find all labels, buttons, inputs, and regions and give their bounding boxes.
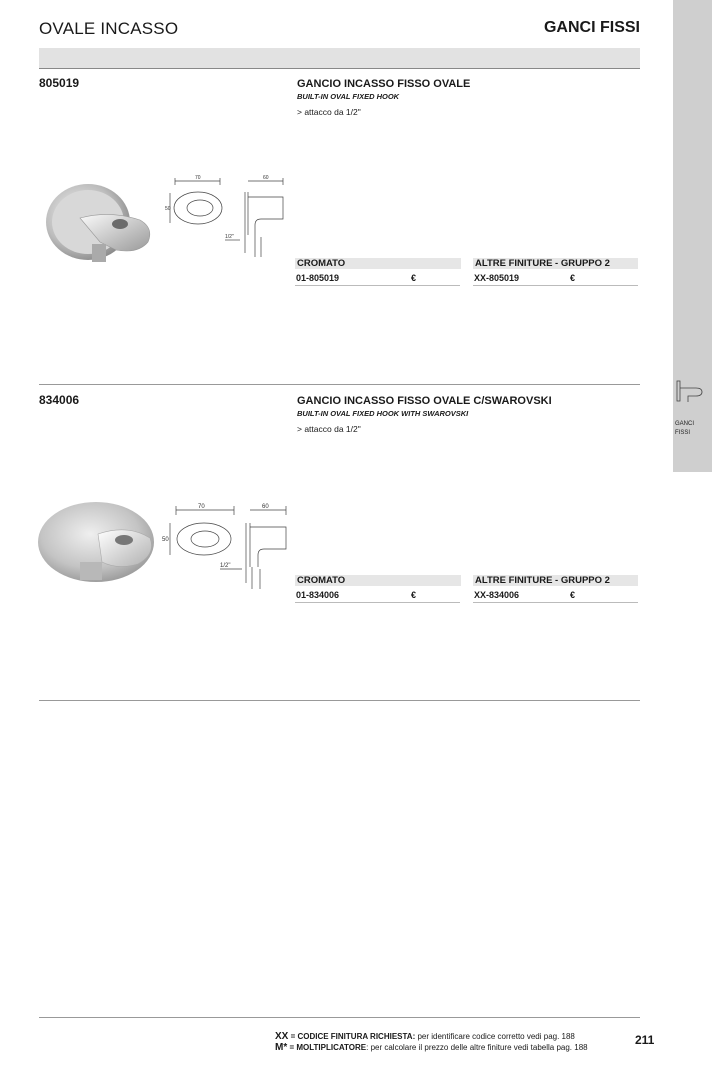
finish-primary-header: CROMATO xyxy=(295,575,461,586)
dim-depth: 60 xyxy=(263,175,269,181)
product-title: GANCIO INCASSO FISSO OVALE xyxy=(297,78,471,90)
product-photo xyxy=(38,496,156,588)
price-currency: € xyxy=(570,590,576,600)
product-subtitle: BUILT-IN OVAL FIXED HOOK WITH SWAROVSKI xyxy=(297,409,469,418)
product-code: 834006 xyxy=(39,393,80,407)
page-title: OVALE INCASSO xyxy=(39,19,179,38)
product-photo xyxy=(40,180,158,270)
finish-other-row xyxy=(473,588,638,603)
product-spec: > attacco da 1/2" xyxy=(297,107,361,117)
dim-depth: 60 xyxy=(262,504,269,510)
finish-code: 01-834006 xyxy=(296,590,340,600)
price-currency: € xyxy=(411,590,417,600)
dim-width: 70 xyxy=(195,175,201,181)
finish-primary-header: CROMATO xyxy=(295,258,461,269)
side-tab-label: GANCI FISSI xyxy=(675,421,695,436)
header-band xyxy=(39,48,640,69)
section-title: GANCI FISSI xyxy=(543,19,640,36)
product-title: GANCIO INCASSO FISSO OVALE C/SWAROVSKI xyxy=(297,395,552,407)
dim-height: 50 xyxy=(165,206,171,212)
product-spec: > attacco da 1/2" xyxy=(297,424,361,434)
footer-note-xx: XX = CODICE FINITURA RICHIESTA: per identificare codice corretto vedi pag. 188 xyxy=(275,1031,575,1042)
hook-thumbnail-icon xyxy=(676,380,706,404)
section-divider xyxy=(39,384,640,385)
finish-other-header: ALTRE FINITURE - GRUPPO 2 xyxy=(473,575,638,586)
finish-other-header: ALTRE FINITURE - GRUPPO 2 xyxy=(473,258,638,269)
dim-height: 50 xyxy=(162,537,169,543)
finish-primary-row xyxy=(295,271,460,286)
finish-code: XX-805019 xyxy=(474,273,520,283)
finish-code: 01-805019 xyxy=(296,273,340,283)
product-subtitle: BUILT-IN OVAL FIXED HOOK xyxy=(297,92,400,101)
dim-width: 70 xyxy=(198,504,205,510)
footer-note-m: M* = MOLTIPLICATORE: per calcolare il prezzo delle altre finiture vedi tabella pag. 188 xyxy=(275,1042,588,1053)
product-code: 805019 xyxy=(39,76,80,90)
section-divider xyxy=(39,700,640,701)
finish-primary-row xyxy=(295,588,460,603)
price-currency: € xyxy=(570,273,576,283)
finish-other-row xyxy=(473,271,638,286)
technical-drawing xyxy=(162,503,294,591)
technical-drawing xyxy=(165,175,290,260)
dim-thread: 1/2" xyxy=(225,234,234,240)
footer-divider xyxy=(39,1017,640,1018)
price-currency: € xyxy=(411,273,417,283)
page-number: 211 xyxy=(635,1033,655,1047)
dim-thread: 1/2" xyxy=(220,563,231,569)
finish-code: XX-834006 xyxy=(474,590,520,600)
